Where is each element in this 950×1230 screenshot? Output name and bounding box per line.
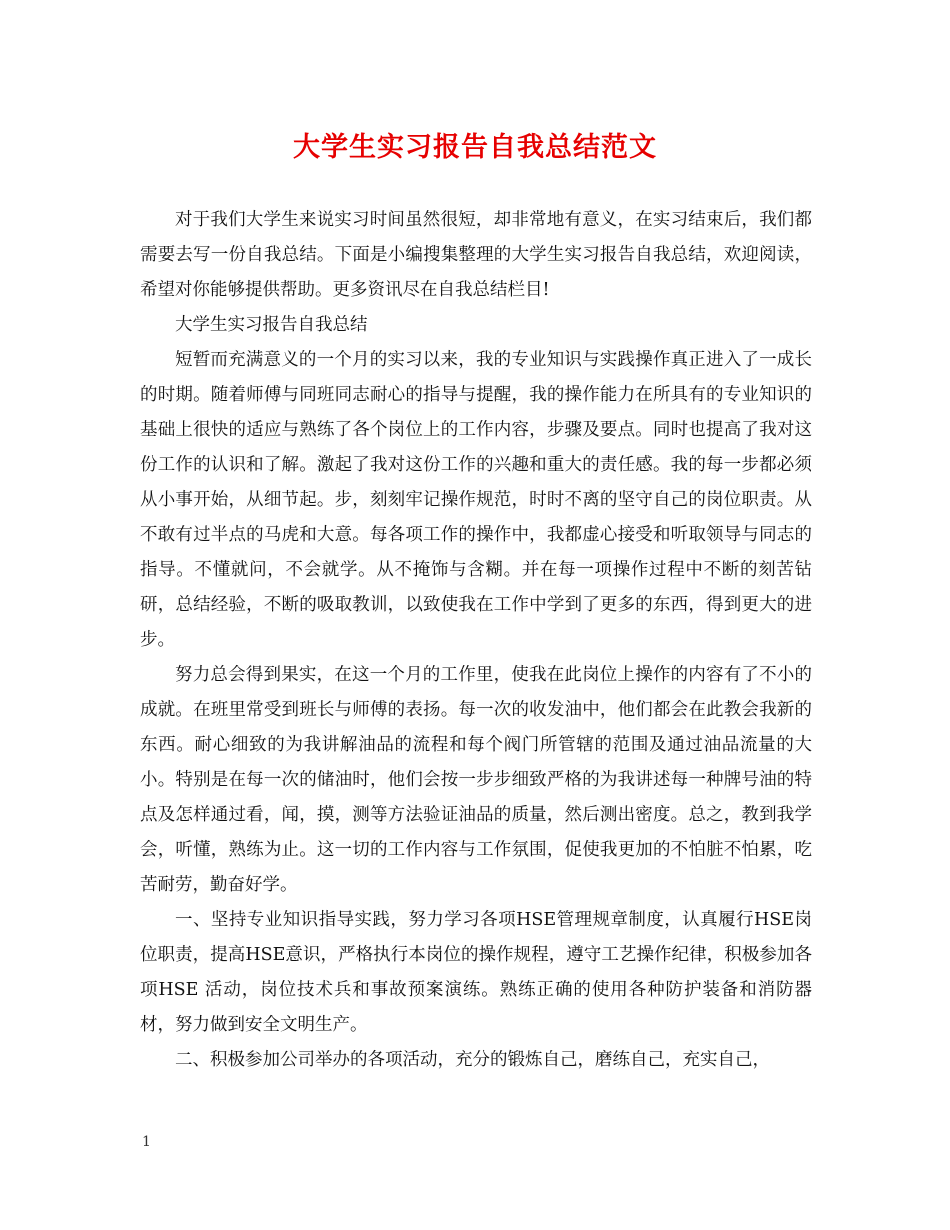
body-paragraph: 二、积极参加公司举办的各项活动，充分的锻炼自己，磨练自己，充实自己， — [175, 1050, 770, 1070]
intro-paragraph: 对于我们大学生来说实习时间虽然很短，却非常地有意义，在实习结束后，我们都需要去写一份自我总结。下面是小编搜集整理的大学生实习报告自我总结，欢迎阅读，希望对你能够提供帮助。更多资讯尽在自我总结栏目! — [140, 210, 812, 300]
section-heading: 大学生实习报告自我总结 — [175, 315, 368, 335]
page-number: 1 — [142, 1134, 151, 1150]
body-paragraph: 一、坚持专业知识指导实践，努力学习各项HSE管理规章制度，认真履行HSE岗位职责，提高HSE意识，严格执行本岗位的操作规程，遵守工艺操作纪律，积极参加各项HSE 活动，岗位技术兵和事故预案演练。熟练正确的使用各种防护装备和消防器材，努力做到安全文明生产。 — [140, 910, 812, 1035]
document-body — [140, 203, 812, 1078]
body-paragraph: 短暂而充满意义的一个月的实习以来，我的专业知识与实践操作真正进入了一成长的时期。随着师傅与同班同志耐心的指导与提醒，我的操作能力在所具有的专业知识的基础上很快的适应与熟练了各个岗位上的工作内容，步骤及要点。同时也提高了我对这份工作的认识和了解。激起了我对这份工作的兴趣和重大的责任感。我的每一步都必须从小事开始，从细节起。步，刻刻牢记操作规范，时时不离的坚守自己的岗位职责。从不敢有过半点的马虎和大意。每各项工作的操作中，我都虚心接受和听取领导与同志的指导。不懂就问，不会就学。从不掩饰与含糊。并在每一项操作过程中不断的刻苦钻研，总结经验，不断的吸取教训，以致使我在工作中学到了更多的东西，得到更大的进步。 — [140, 350, 812, 650]
document-title: 大学生实习报告自我总结范文 — [293, 132, 657, 163]
body-paragraph: 努力总会得到果实，在这一个月的工作里，使我在此岗位上操作的内容有了不小的成就。在班里常受到班长与师傅的表扬。每一次的收发油中，他们都会在此教会我新的东西。耐心细致的为我讲解油品的流程和每个阀门所管辖的范围及通过油品流量的大小。特别是在每一次的储油时，他们会按一步步细致严格的为我讲述每一种牌号油的特点及怎样通过看，闻，摸，测等方法验证油品的质量，然后测出密度。总之，教到我学会，听懂，熟练为止。这一切的工作内容与工作氛围，促使我更加的不怕脏不怕累，吃苦耐劳，勤奋好学。 — [140, 665, 812, 895]
